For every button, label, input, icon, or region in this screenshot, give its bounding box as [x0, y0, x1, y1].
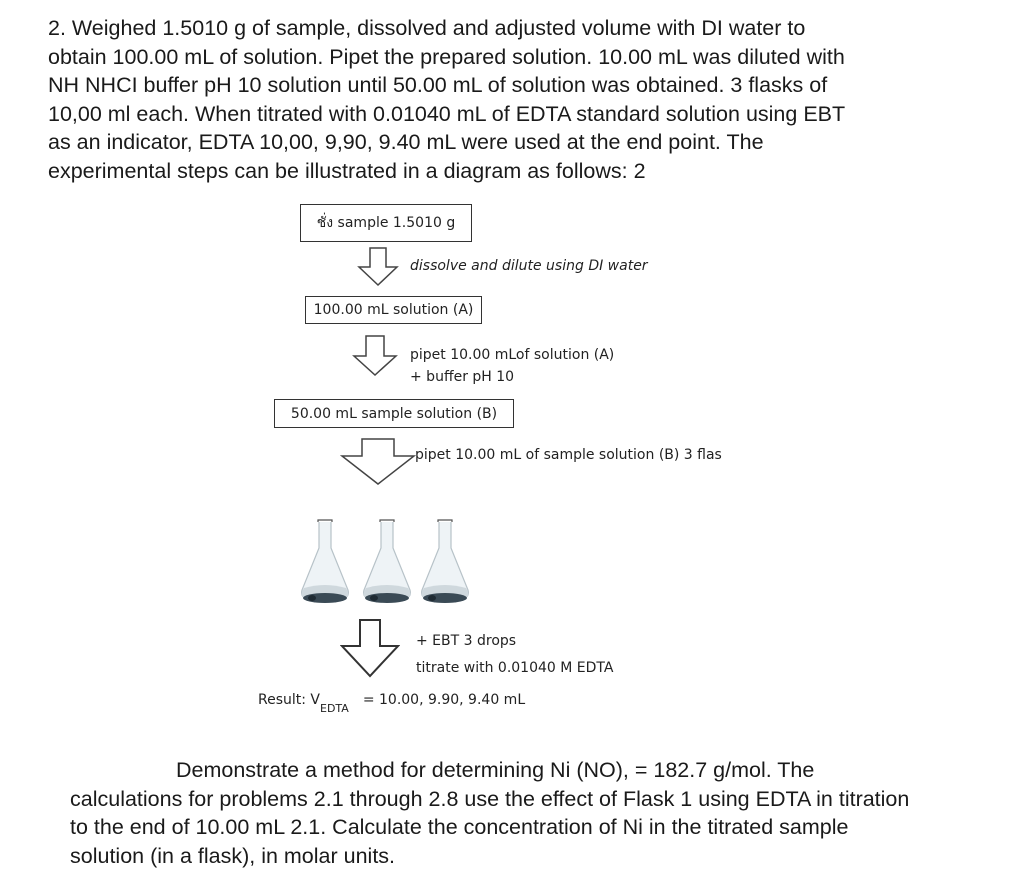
question-line: to the end of 10.00 mL 2.1. Calculate the concentration of Ni in the titrated sample — [70, 815, 849, 839]
problem-line: obtain 100.00 mL of solution. Pipet the prepared solution. 10.00 mL was diluted with — [48, 44, 845, 69]
question-line: calculations for problems 2.1 through 2.8 use the effect of Flask 1 using EDTA in titration — [70, 786, 910, 811]
step-pipet-a-text — [410, 344, 614, 388]
flask-icon — [418, 518, 472, 606]
down-arrow-icon — [340, 618, 400, 678]
question-statement — [70, 756, 1010, 870]
result-label: Result: V — [258, 692, 321, 708]
step-titrate-text — [416, 628, 613, 682]
problem-line: as an indicator, EDTA 10,00, 9,90, 9.40 mL were used at the end point. The — [48, 130, 764, 154]
step-pipet-a-line: pipet 10.00 mLof solution (A) — [410, 347, 615, 363]
problem-line: 2. Weighed 1.5010 g of sample, dissolved and adjusted volume with DI water to — [48, 16, 806, 40]
solution-b-box: 50.00 mL sample solution (B) — [274, 399, 514, 428]
problem-statement — [48, 14, 1008, 185]
step-pipet-b-text: pipet 10.00 mL of sample solution (B) 3 flas — [415, 447, 722, 463]
step-buffer-line: + buffer pH 10 — [410, 369, 515, 385]
problem-line: experimental steps can be illustrated in a diagram as follows: 2 — [48, 158, 646, 183]
step-titrate-line: titrate with 0.01040 M EDTA — [416, 660, 614, 676]
step-ebt-line: + EBT 3 drops — [416, 633, 517, 649]
titration-result — [258, 692, 526, 715]
down-arrow-icon — [357, 247, 399, 287]
problem-line: NH NHCI buffer pH 10 solution until 50.00 mL of solution was obtained. 3 flasks of — [48, 73, 828, 97]
result-value: = 10.00, 9.90, 9.40 mL — [362, 692, 526, 708]
question-line: Demonstrate a method for determining Ni (NO), = 182.7 g/mol. The — [176, 758, 815, 782]
down-arrow-icon — [352, 335, 398, 377]
down-arrow-icon — [340, 438, 416, 486]
result-subscript: EDTA — [320, 701, 349, 715]
flask-icon — [360, 518, 414, 606]
solution-a-box: 100.00 mL solution (A) — [305, 296, 482, 324]
flask-icon — [298, 518, 352, 606]
question-line: solution (in a flask), in molar units. — [70, 843, 396, 868]
sample-weight-box: ชั่ง sample 1.5010 g — [300, 204, 472, 242]
problem-line: 10,00 ml each. When titrated with 0.01040 mL of EDTA standard solution using EBT — [48, 101, 846, 126]
step-dissolve-text: dissolve and dilute using DI water — [410, 258, 648, 274]
